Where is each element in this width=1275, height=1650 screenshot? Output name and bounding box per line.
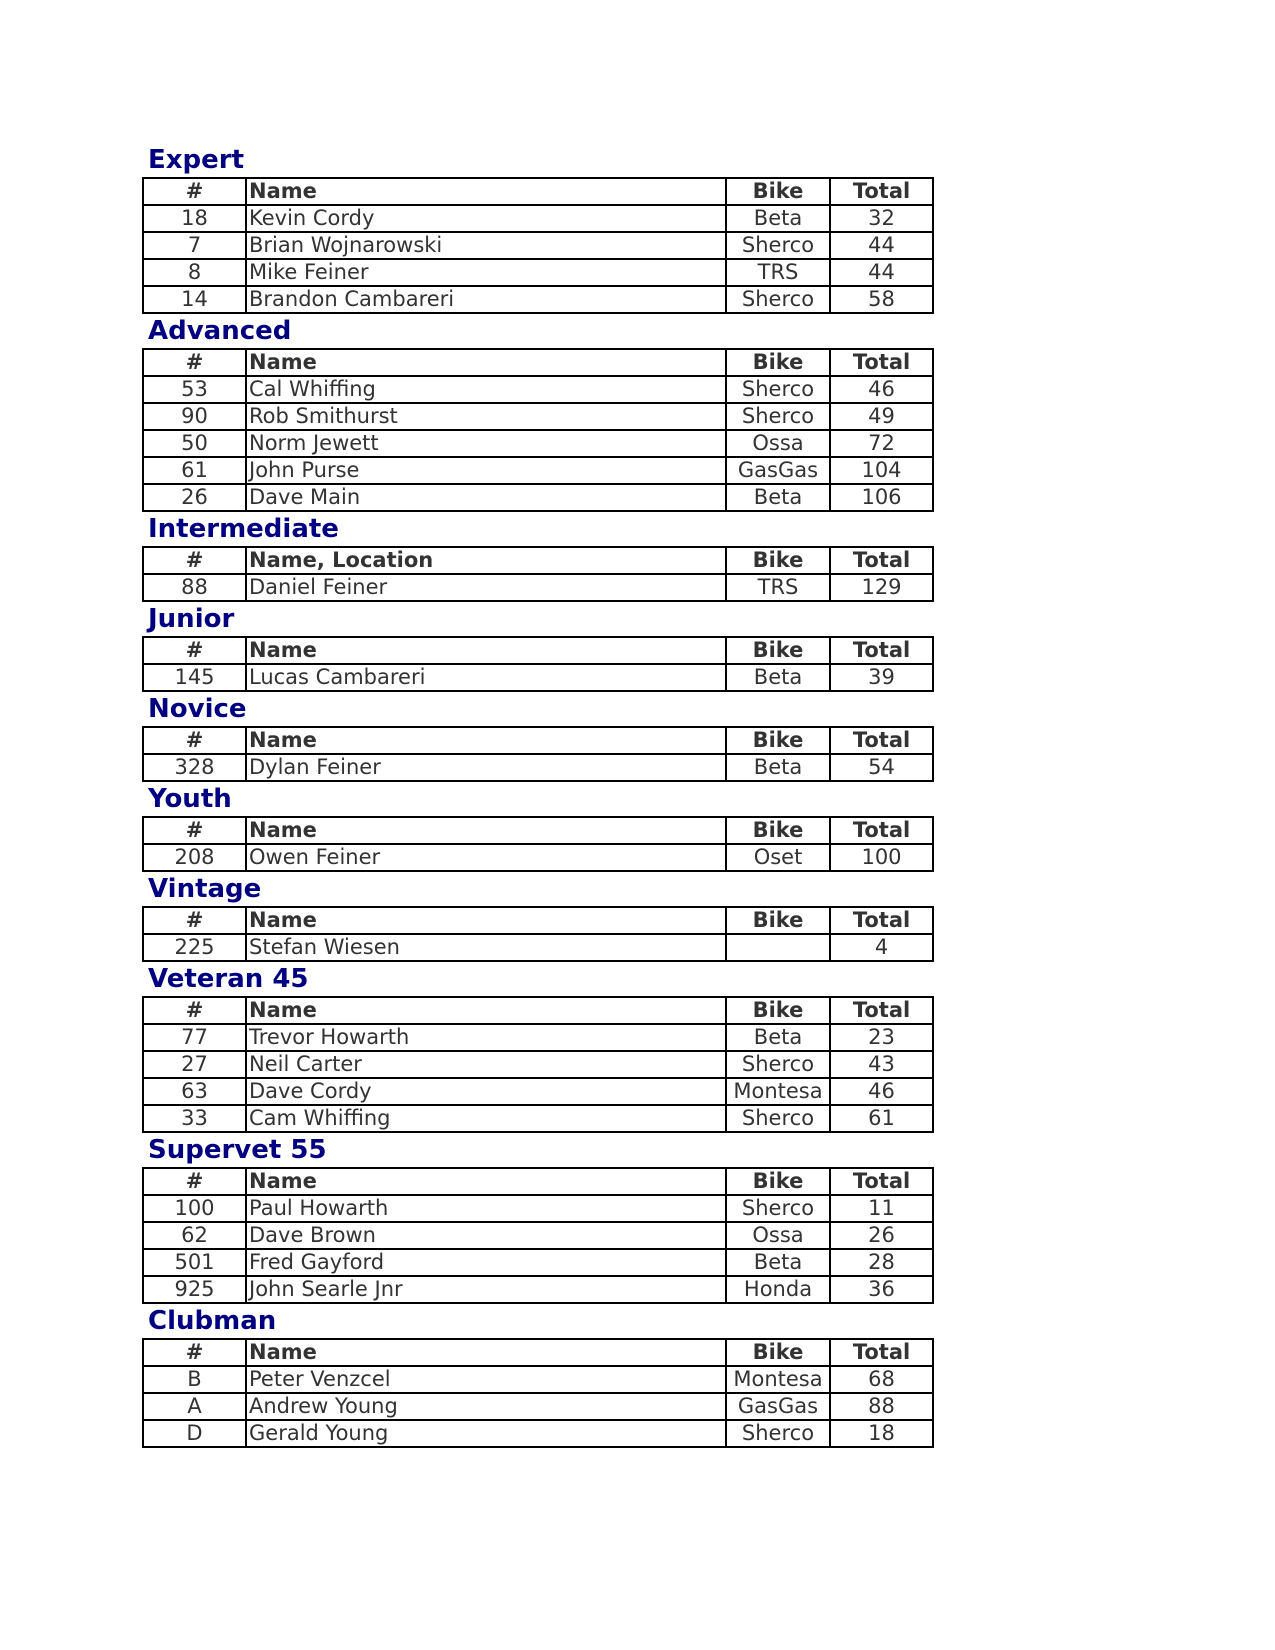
cell-total: 44	[830, 232, 933, 259]
section-title: Clubman	[148, 1306, 277, 1336]
table-row	[143, 1393, 933, 1420]
results-table	[142, 348, 934, 512]
table-row	[143, 457, 933, 484]
cell-num: 501	[143, 1249, 246, 1276]
results-table	[142, 726, 934, 782]
cell-bike: Beta	[726, 484, 830, 511]
column-header-name: Name	[246, 349, 726, 376]
cell-num: 8	[143, 259, 246, 286]
column-header-name: Name	[246, 727, 726, 754]
column-header-total: Total	[830, 1168, 933, 1195]
cell-num: 328	[143, 754, 246, 781]
column-header-num: #	[143, 1168, 246, 1195]
cell-num: A	[143, 1393, 246, 1420]
cell-bike: Beta	[726, 1024, 830, 1051]
column-header-total: Total	[830, 1339, 933, 1366]
column-header-total: Total	[830, 178, 933, 205]
cell-bike: Sherco	[726, 403, 830, 430]
column-header-total: Total	[830, 817, 933, 844]
section-title: Vintage	[148, 874, 262, 904]
cell-bike: Sherco	[726, 1051, 830, 1078]
cell-bike: Sherco	[726, 232, 830, 259]
column-header-bike: Bike	[726, 907, 830, 934]
cell-name: Rob Smithurst	[246, 403, 726, 430]
cell-num: 77	[143, 1024, 246, 1051]
table-row	[143, 664, 933, 691]
table-header-row	[143, 997, 933, 1024]
cell-num: 90	[143, 403, 246, 430]
column-header-bike: Bike	[726, 727, 830, 754]
cell-num: 145	[143, 664, 246, 691]
table-row	[143, 1420, 933, 1447]
table-row	[143, 574, 933, 601]
column-header-bike: Bike	[726, 547, 830, 574]
cell-name: Gerald Young	[246, 1420, 726, 1447]
column-header-total: Total	[830, 907, 933, 934]
cell-num: 50	[143, 430, 246, 457]
cell-total: 36	[830, 1276, 933, 1303]
column-header-name: Name	[246, 637, 726, 664]
cell-num: 61	[143, 457, 246, 484]
table-header-row	[143, 1168, 933, 1195]
column-header-name: Name	[246, 1168, 726, 1195]
table-row	[143, 1105, 933, 1132]
column-header-num: #	[143, 817, 246, 844]
cell-total: 129	[830, 574, 933, 601]
cell-bike: Sherco	[726, 376, 830, 403]
cell-total: 88	[830, 1393, 933, 1420]
cell-name: Brandon Cambareri	[246, 286, 726, 313]
column-header-num: #	[143, 547, 246, 574]
cell-total: 100	[830, 844, 933, 871]
cell-total: 104	[830, 457, 933, 484]
cell-name: Norm Jewett	[246, 430, 726, 457]
section-title: Advanced	[148, 316, 292, 346]
table-row	[143, 403, 933, 430]
results-document	[142, 143, 932, 1448]
cell-name: Cal Whiffing	[246, 376, 726, 403]
column-header-num: #	[143, 349, 246, 376]
cell-bike: Sherco	[726, 1420, 830, 1447]
table-header-row	[143, 907, 933, 934]
cell-num: 53	[143, 376, 246, 403]
cell-name: Dave Brown	[246, 1222, 726, 1249]
column-header-bike: Bike	[726, 817, 830, 844]
column-header-bike: Bike	[726, 1339, 830, 1366]
cell-total: 43	[830, 1051, 933, 1078]
cell-bike: Beta	[726, 754, 830, 781]
cell-bike: TRS	[726, 574, 830, 601]
table-header-row	[143, 1339, 933, 1366]
cell-total: 39	[830, 664, 933, 691]
cell-total: 106	[830, 484, 933, 511]
cell-name: Fred Gayford	[246, 1249, 726, 1276]
cell-bike: Oset	[726, 844, 830, 871]
table-row	[143, 1249, 933, 1276]
cell-bike: Beta	[726, 205, 830, 232]
cell-name: John Purse	[246, 457, 726, 484]
column-header-total: Total	[830, 637, 933, 664]
column-header-bike: Bike	[726, 349, 830, 376]
cell-num: 225	[143, 934, 246, 961]
cell-total: 44	[830, 259, 933, 286]
cell-num: 100	[143, 1195, 246, 1222]
cell-name: Mike Feiner	[246, 259, 726, 286]
results-table	[142, 816, 934, 872]
table-header-row	[143, 547, 933, 574]
table-row	[143, 1024, 933, 1051]
column-header-name: Name	[246, 178, 726, 205]
cell-num: 208	[143, 844, 246, 871]
cell-num: B	[143, 1366, 246, 1393]
column-header-num: #	[143, 907, 246, 934]
cell-bike: Beta	[726, 664, 830, 691]
cell-total: 72	[830, 430, 933, 457]
column-header-bike: Bike	[726, 178, 830, 205]
cell-name: Paul Howarth	[246, 1195, 726, 1222]
table-row	[143, 934, 933, 961]
cell-total: 23	[830, 1024, 933, 1051]
cell-num: 14	[143, 286, 246, 313]
column-header-total: Total	[830, 727, 933, 754]
table-row	[143, 484, 933, 511]
cell-bike: Montesa	[726, 1366, 830, 1393]
table-header-row	[143, 637, 933, 664]
cell-name: Kevin Cordy	[246, 205, 726, 232]
cell-total: 68	[830, 1366, 933, 1393]
table-row	[143, 1051, 933, 1078]
column-header-name: Name	[246, 997, 726, 1024]
results-table	[142, 1338, 934, 1448]
cell-num: D	[143, 1420, 246, 1447]
cell-total: 49	[830, 403, 933, 430]
cell-bike: Ossa	[726, 430, 830, 457]
results-table	[142, 906, 934, 962]
column-header-total: Total	[830, 349, 933, 376]
section-title: Intermediate	[148, 514, 339, 544]
cell-bike: Beta	[726, 1249, 830, 1276]
cell-total: 28	[830, 1249, 933, 1276]
table-row	[143, 1276, 933, 1303]
table-row	[143, 754, 933, 781]
cell-bike: GasGas	[726, 457, 830, 484]
table-header-row	[143, 178, 933, 205]
results-table	[142, 177, 934, 314]
table-row	[143, 232, 933, 259]
cell-total: 58	[830, 286, 933, 313]
table-row	[143, 205, 933, 232]
cell-total: 61	[830, 1105, 933, 1132]
cell-bike	[726, 934, 830, 961]
cell-num: 26	[143, 484, 246, 511]
cell-num: 18	[143, 205, 246, 232]
cell-num: 7	[143, 232, 246, 259]
column-header-total: Total	[830, 547, 933, 574]
column-header-num: #	[143, 178, 246, 205]
cell-total: 32	[830, 205, 933, 232]
cell-name: Peter Venzcel	[246, 1366, 726, 1393]
table-row	[143, 844, 933, 871]
cell-name: Trevor Howarth	[246, 1024, 726, 1051]
column-header-bike: Bike	[726, 637, 830, 664]
table-row	[143, 1222, 933, 1249]
section-title: Junior	[148, 604, 235, 634]
cell-total: 54	[830, 754, 933, 781]
cell-name: Stefan Wiesen	[246, 934, 726, 961]
column-header-num: #	[143, 727, 246, 754]
cell-total: 4	[830, 934, 933, 961]
column-header-name: Name	[246, 907, 726, 934]
cell-num: 27	[143, 1051, 246, 1078]
results-table	[142, 1167, 934, 1304]
column-header-bike: Bike	[726, 997, 830, 1024]
cell-bike: TRS	[726, 259, 830, 286]
results-table	[142, 996, 934, 1133]
cell-bike: Montesa	[726, 1078, 830, 1105]
section-title: Expert	[148, 145, 245, 175]
column-header-name: Name, Location	[246, 547, 726, 574]
section-title: Veteran 45	[148, 964, 309, 994]
cell-total: 26	[830, 1222, 933, 1249]
column-header-name: Name	[246, 817, 726, 844]
table-row	[143, 1078, 933, 1105]
cell-total: 11	[830, 1195, 933, 1222]
cell-total: 18	[830, 1420, 933, 1447]
cell-num: 925	[143, 1276, 246, 1303]
table-header-row	[143, 349, 933, 376]
column-header-bike: Bike	[726, 1168, 830, 1195]
cell-num: 62	[143, 1222, 246, 1249]
column-header-num: #	[143, 1339, 246, 1366]
cell-name: John Searle Jnr	[246, 1276, 726, 1303]
cell-total: 46	[830, 376, 933, 403]
cell-bike: Sherco	[726, 1195, 830, 1222]
cell-name: Owen Feiner	[246, 844, 726, 871]
column-header-total: Total	[830, 997, 933, 1024]
cell-bike: Ossa	[726, 1222, 830, 1249]
section-title: Supervet 55	[148, 1135, 327, 1165]
cell-bike: Honda	[726, 1276, 830, 1303]
column-header-num: #	[143, 637, 246, 664]
cell-num: 88	[143, 574, 246, 601]
cell-name: Dave Main	[246, 484, 726, 511]
cell-name: Lucas Cambareri	[246, 664, 726, 691]
table-row	[143, 1195, 933, 1222]
results-table	[142, 636, 934, 692]
cell-num: 33	[143, 1105, 246, 1132]
cell-name: Neil Carter	[246, 1051, 726, 1078]
table-header-row	[143, 727, 933, 754]
cell-name: Dave Cordy	[246, 1078, 726, 1105]
table-header-row	[143, 817, 933, 844]
cell-num: 63	[143, 1078, 246, 1105]
cell-bike: Sherco	[726, 286, 830, 313]
table-row	[143, 430, 933, 457]
cell-name: Dylan Feiner	[246, 754, 726, 781]
table-row	[143, 286, 933, 313]
section-title: Youth	[148, 784, 232, 814]
section-title: Novice	[148, 694, 247, 724]
results-table	[142, 546, 934, 602]
cell-bike: Sherco	[726, 1105, 830, 1132]
table-row	[143, 376, 933, 403]
column-header-num: #	[143, 997, 246, 1024]
cell-name: Cam Whiffing	[246, 1105, 726, 1132]
column-header-name: Name	[246, 1339, 726, 1366]
table-row	[143, 1366, 933, 1393]
table-row	[143, 259, 933, 286]
cell-name: Brian Wojnarowski	[246, 232, 726, 259]
cell-bike: GasGas	[726, 1393, 830, 1420]
cell-name: Daniel Feiner	[246, 574, 726, 601]
cell-name: Andrew Young	[246, 1393, 726, 1420]
cell-total: 46	[830, 1078, 933, 1105]
